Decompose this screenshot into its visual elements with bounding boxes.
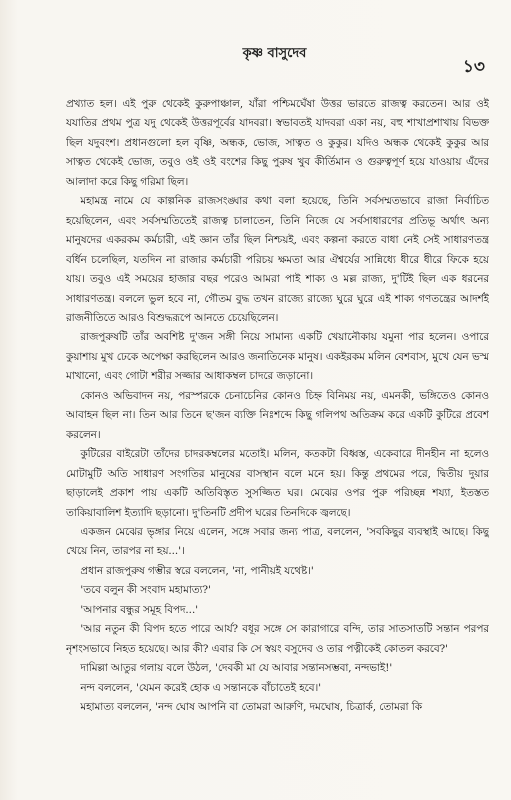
page-number: ১৩	[462, 57, 485, 77]
paragraph: কুটিরের বাইরেটা তাঁদের চাদরকম্বলের মতোই। মলিন, কতকটা বিধ্বস্ত, একেবারে দীনহীন না হলেও মোটামুটি অতি সাধারণ সংগতির মানুষের বাসস্থান বলে মনে হয়। কিন্তু প্রথমের পরে, দ্বিতীয় দুয়ার ছাড়ালেই প্রকাশ পায় একটি অতিবিস্তৃত সুসজ্জিত ঘর। মেঝের ওপর পুরু পরিচ্ছন্ন শয্যা, ইতস্তত তাকিয়াবালিশ ইত্যাদি ছড়ানো। দু'তিনটি প্রদীপ ঘরের তিনদিকে জ্বলছে।	[66, 448, 489, 519]
running-head: কৃষ্ণ বাসুদেব	[242, 46, 307, 61]
paragraph: একজন মেঝের ভৃঙ্গার নিয়ে এলেন, সঙ্গে সবার জন্য পাত্র, বললেন, 'সবকিছুর ব্যবস্থাই আছে। কিছু খেয়ে নিন, তারপর না হয়...'।	[66, 525, 489, 558]
paragraph: মহামাত্য বললেন, 'নন্দ ঘোষ আপনি বা তোমরা আরুণি, দমঘোষ, চিত্রার্ক, তোমরা কি	[80, 701, 422, 714]
paragraph: রাজপুরুষটি তাঁর অবশিষ্ট দু'জন সঙ্গী নিয়ে সামান্য একটি খেয়ানৌকায় যমুনা পার হলেন। ওপারে কুয়াশায় মুখ ঢেকে অপেক্ষা করছিলেন আরও জনাতিনেক মানুষ। একইরকম মলিন বেশবাস, মুখে যেন ভস্ম মাখানো, এবং গোটা শরীর সজ্জার আধাকম্বল চাদরে জড়ানো।	[66, 331, 489, 383]
paragraph: নন্দ বললেন, 'যেমন করেই হোক এ সন্তানকে বাঁচাতেই হবে।'	[80, 681, 322, 694]
page-header	[64, 38, 485, 78]
paragraph: 'আপনার বন্ধুর সমূহ বিপদ...'	[80, 603, 199, 616]
paragraph: দামিল্লা আতুর গলায় বলে উঠল, 'দেবকী মা যে আবার সন্তানসম্ভবা, নন্দভাই!'	[80, 662, 393, 675]
body-text	[66, 95, 489, 790]
paragraph: প্রখ্যাত হল। এই পুরু থেকেই কুরুপাঞ্চাল, যাঁরা পশ্চিমঘেঁষা উত্তর ভারতে রাজত্ব করতেন। আর ওই যযাতির প্রথম পুত্র যদু থেকেই উত্তরপূর্বের যাদবরা। স্বভাবতই যাদবরা একা নয়, বহু শাখাপ্রশাখায় বিভক্ত ছিল যদুবংশ। প্রধানগুলো হল বৃষ্ণি, অন্ধক, ভোজ, সাত্বত ও কুকুর। যদিও অন্ধক থেকেই কুকুর আর সাত্বত থেকেই ভোজ, তবুও ওই ওই বংশের কিছু পুরুষ খুব কীর্তিমান ও গুরুত্বপূর্ণ হয়ে যাওয়ায় এঁদের আলাদা করে কিছু গরিমা ছিল।	[66, 98, 489, 188]
paragraph: 'আর নতুন কী বিপদ হতে পারে আর্য? বধূর সঙ্গে সে কারাগারে বন্দি, তার সাতসাতটি সন্তান পরপর নৃশংসভাবে নিহত হয়েছে। আর কী? এবার কি সে স্বয়ং বসুদেব ও তার পত্নীকেই কোতল করবে?'	[66, 623, 489, 655]
paragraph: কোনও অভিবাদন নয়, পরস্পরকে চেনাচেনির কোনও চিহ্ন বিনিময় নয়, এমনকী, ভঙ্গিতেও কোনও আবাহন ছিল না। তিন আর তিনে ছ'জন ব্যক্তি নিঃশব্দে কিছু গলিপথ অতিক্রম করে একটি কুটিরে প্রবেশ করলেন।	[66, 389, 489, 441]
paragraph: মহামন্ত্র নামে যে কাল্পনিক রাজসংঙ্ঘার কথা বলা হয়েছে, তিনি সর্বসম্মতভাবে রাজা নির্বাচিত হয়েছিলেন, এবং সর্বসম্মতিতেই রাজত্ব চালাতেন, তিনি নিজে যে সর্বসাধারণের প্রতিভূ অর্থাৎ অন্য মানুষদের একরকম কর্মচারী, এই জ্ঞান তাঁর ছিল নিশ্চয়ই, এবং কল্পনা করতে বাধা নেই সেই সাধারণতন্ত্র বর্ধিন চলেছিল, যতদিন না রাজার কর্মচারী পরিচয় ক্ষমতা আর ঐশ্বর্যের সান্নিধ্যে ধীরে ধীরে ফিকে হয়ে যায়। তবুও এই সময়ের হাজার বছর পরেও আমরা পাই শাক্য ও মল্ল রাজ্য, দু'টিই ছিল এক ধরনের সাধারণতন্ত্র। বললে ভুল হবে না, গৌতম বুদ্ধ তখন রাজ্যে রাজ্যে ঘুরে ঘুরে এই শাক্য গণতন্ত্রের আদর্শই রাজনীতিতে আরও বিশুদ্ধরূপে আনতে চেয়েছিলেন।	[66, 195, 489, 324]
paragraph: 'তবে বলুন কী সংবাদ মহামাত্য?'	[80, 584, 211, 597]
paragraph: প্রধান রাজপুরুষ গম্ভীর স্বরে বললেন, 'না, পানীয়ই যথেষ্ট।'	[80, 564, 314, 577]
